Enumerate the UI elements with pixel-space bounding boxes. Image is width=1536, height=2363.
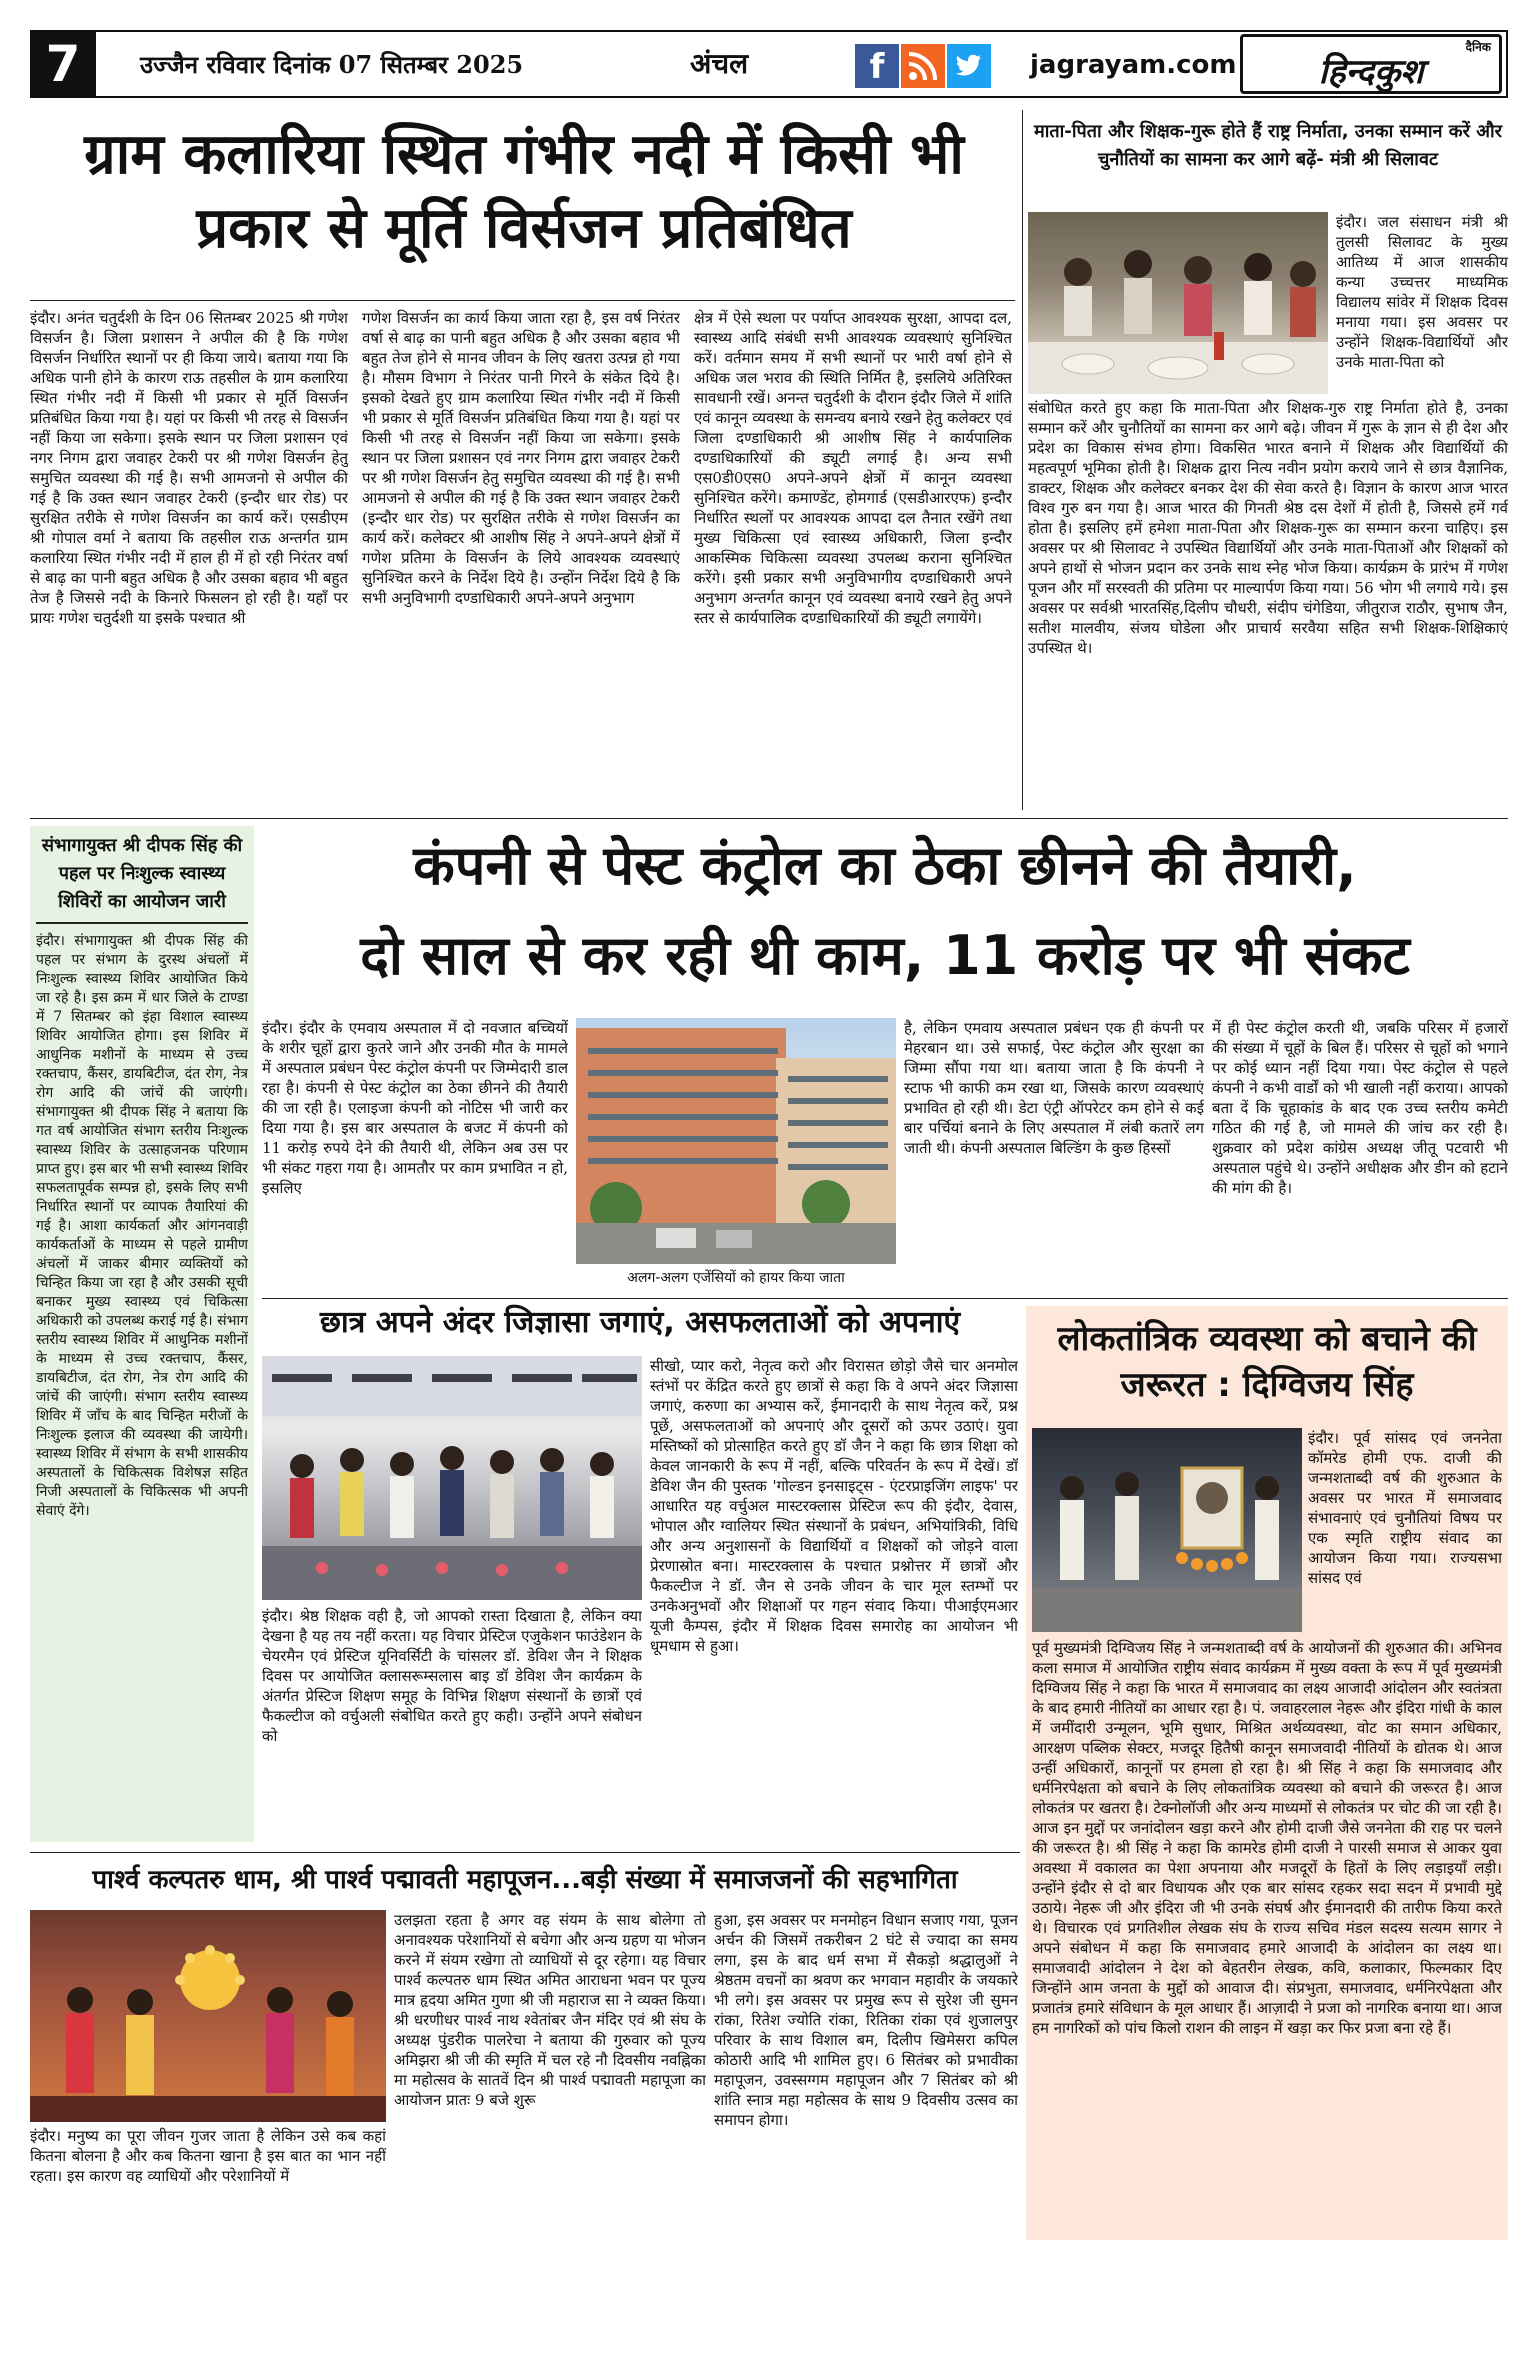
jain-headline: पार्श्व कल्पतरु धाम, श्री पार्श्व पद्मावती महापूजन...बड़ी संख्या में समाजजनों की सहभागिता bbox=[92, 1865, 958, 1895]
pest-headline-line-2: दो साल से कर रही थी काम, 11 करोड़ पर भी संकट bbox=[360, 924, 1410, 987]
hospital-photo-caption: अलग-अलग एजेंसियों को हायर किया जाता bbox=[627, 1270, 845, 1286]
dateline: उज्जैन रविवार दिनांक 07 सितम्बर 2025 bbox=[140, 50, 524, 79]
column-divider bbox=[1022, 110, 1023, 810]
page-number: 7 bbox=[30, 30, 96, 98]
murti-col-1: इंदौर। अनंत चतुर्दशी के दिन 06 सितम्बर 2025 श्री गणेश विसर्जन है। जिला प्रशासन ने अपील की है कि गणेश विसर्जन निर्धारित स्थानों पर ही किया जाये। बताया गया कि अधिक पानी होने के कारण राऊ तहसील के ग्राम कलारिया स्थित गंभीर नदी में किसी भी प्रकार से मूर्ति विसर्जन प्रतिबंधित किया गया है। यहां पर किसी भी तरह से विसर्जन नहीं किया जा सकेगा। इसके स्थान पर जिला प्रशासन एवं नगर निगम द्वारा जवाहर टेकरी पर श्री गणेश विसर्जन हेतु समुचित व्यवस्था की गई है। सभी आमजनो से अपील की गई है कि उक्त स्थान जवाहर टेकरी (इन्दौर धार रोड) पर सुरक्षित तरीके से गणेश विसर्जन का कार्य करें। एसडीएम श्री गोपाल वर्मा ने बताया कि तहसील राऊ अन्तर्गत ग्राम कलारिया स्थित गंभीर नदी में हाल ही में हो रही निरंतर वर्षा से बाढ़ का पानी बहुत अधिक है और उसका बहाव भी बहुत तेज है जिससे नदी के किनारे फिसलन हो रही है। यहाँ पर प्रायः गणेश चतुर्दशी या इसके पश्चात श्री bbox=[30, 309, 348, 627]
health-headline: संभागायुक्त श्री दीपक सिंह की पहल पर निःशुल्क स्वास्थ्य शिविरों का आयोजन जारी bbox=[41, 835, 243, 912]
jain-event-photo bbox=[30, 1910, 386, 2122]
pest-col-2: है, लेकिन एमवाय अस्पताल प्रबंधन एक ही कंपनी पर मेहरबान था। उसे सफाई, पेस्ट कंट्रोल और सुरक्षा का जिम्मा सौंपा गया था। बताया जाता है कि कंपनी ने स्टाफ भी काफी कम रखा था, जिसके कारण व्यवस्थाएं प्रभावित हो रही थी। डेटा एंट्री ऑपरेटर कम होने से कई बार पर्चियां बनाने के लिए अस्पताल में लंबी कतारें लग जाती थी। कंपनी अस्पताल बिल्डिंग के कुछ हिस्सों bbox=[904, 1019, 1204, 1157]
social-icons bbox=[855, 44, 995, 88]
students-right-text: सीखो, प्यार करो, नेतृत्व करो और विरासत छोड़ो जैसे चार अनमोल स्तंभों पर केंद्रित करते हुए छात्रों से कहा कि वे अपने अंदर जिज्ञासा जगाएं, करुणा का अभ्यास करें, ईमानदारी के साथ नेतृत्व करें, प्रश्न पूछें, असफलताओं को अपनाएं और दूसरों को ऊपर उठाएं। युवा मस्तिष्कों को प्रोत्साहित करते हुए डॉ जैन ने कहा कि छात्र शिक्षा को केवल जानकारी के रूप में नहीं, बल्कि परिवर्तन के रूप में देखें। डॉ डेविश जैन की पुस्तक 'गोल्डन इनसाइट्स - एंटरप्राइजिंग लाइफ' पर आधारित यह वर्चुअल मास्टरक्लास प्रेस्टिज रूप की इंदौर, देवास, भोपाल और ग्वालियर स्थित संस्थानों के प्रबंधन, अभियांत्रिकी, विधि और अन्य अनुशासनों के विद्यार्थियों व शिक्षकों को जोड़ने वाला प्रेरणास्रोत बना। मास्टरक्लास के पश्चात प्रश्नोत्तर में छात्रों और फैकल्टीज ने डॉ. जैन से उनके जीवन के चार मूल स्तम्भों पर उनकेअनुभवों और शिक्षाओं पर गहन संवाद किया। पीआईएमआर यूजी कैम्पस, इंदौर में शिक्षक दिवस समारोह का आयोजन भी धूमधाम से हुआ। bbox=[650, 1357, 1018, 1655]
jain-col-2: उलझता रहता है अगर वह संयम के साथ बोलेगा तो अनावश्यक परेशानियों से बचेगा और अन्य ग्रहण या भोजन करने में संयम रखेगा तो व्याधियों से दूर रहेगा। यह विचार पार्श्व कल्पतरु धाम स्थित अमित आराधना भवन पर पूज्य मात्र हृदया अमित गुणा श्री जी महाराज सा ने व्यक्त किया। श्री धरणीधर पार्श्व नाथ श्वेतांबर जैन मंदिर एवं श्री संघ के अध्यक्ष पुंडरीक पालरेचा ने बताया की गुरुवार को पूज्य अमिझरा श्री जी की स्मृति में चल रहे नौ दिवसीय नवह्निका मा महोत्सव के सातवें दिन श्री पार्श्व पद्मावती महापूजा का आयोजन प्रातः 9 बजे शुरू bbox=[394, 1911, 706, 2109]
students-event-photo bbox=[262, 1356, 642, 1600]
divider bbox=[30, 1852, 1020, 1853]
democracy-side-text: इंदौर। पूर्व सांसद एवं जननेता कॉमरेड होमी एफ. दाजी की जन्मशताब्दी वर्ष की शुरुआत के अवसर पर भारत में समाजवाद संभावनाएं एवं चुनौतियां विषय पर एक स्मृति राष्ट्रीय संवाद का आयोजन किया गया। राज्यसभा सांसद एवं bbox=[1308, 1429, 1502, 1587]
health-body: इंदौर। संभागायुक्त श्री दीपक सिंह की पहल पर संभाग के दुरस्थ अंचलों में निःशुल्क स्वास्थ्य शिविर आयोजित किये जा रहे है। इस क्रम में धार जिले के टाण्डा में 7 सितम्बर को इंहा विशाल स्वास्थ्य शिविर आयोजित होगा। इस शिविर में आधुनिक मशीनों के माध्यम से उच्च रक्तचाप, कैंसर, डायबिटीज, दंत रोग, नेत्र रोग आदि की जांचें की जाएंगी। संभागायुक्त श्री दीपक सिंह ने बताया कि गत वर्ष आयोजित संभाग स्तरीय निःशुल्क स्वास्थ्य शिविर के उत्साहजनक परिणाम प्राप्त हुए। इस बार भी सभी स्वास्थ्य शिविर सफलतापूर्वक सम्पन्न हो, इसके लिए सभी निर्धारित स्थानों पर व्यापक तैयारियां की गई है। आशा कार्यकर्ता और आंगनवाड़ी कार्यकर्ताओं के माध्यम से पहले ग्रामीण अंचलों में जाकर बीमार व्यक्तियों को चिन्हित किया जा रहा है और उसकी सूची बनाकर मुख्य स्वास्थ्य एवं चिकित्सा अधिकारी को उपलब्ध कराई गई है। संभाग स्तरीय स्वास्थ्य शिविर में आधुनिक मशीनों के माध्यम से उच्च रक्तचाप, कैंसर, डायबिटीज, दंत रोग, नेत्र रोग आदि की जांचें की जाएंगी। संभाग स्तरीय स्वास्थ्य शिविर में जाँच के बाद चिन्हित मरीजों के निःशुल्क इलाज की व्यवस्था की जायेगी। स्वास्थ्य शिविर में संभाग के सभी शासकीय अस्पतालों के चिकित्सक विशेषज्ञ सहित निजी अस्पतालों के चिकित्सक भी अपनी सेवाएं देंगे। bbox=[36, 933, 248, 1519]
paper-name: हिन्दकुश bbox=[1318, 52, 1424, 92]
teacher-side-text: इंदौर। जल संसाधन मंत्री श्री तुलसी सिलावट के मुख्य आतिथ्य में आज शासकीय कन्या उच्चत्तर माध्यमिक विद्यालय सांवेर में शिक्षक दिवस मनाया गया। इस अवसर पर उन्होंने शिक्षक-विद्यार्थियों और उनके माता-पिता को bbox=[1336, 213, 1508, 371]
murti-col-3: क्षेत्र में ऐसे स्थला पर पर्याप्त आवश्यक सुरक्षा, आपदा दल, स्वास्थ्य आदि संबंधी सभी आवश्यक व्यवस्थाएं सुनिश्चित करें। वर्तमान समय में सभी स्थानों पर भारी वर्षा होने से अधिक जल भराव की स्थिति निर्मित है, इसलिये अतिरिक्त सावधानी रखें। अनन्त चतुर्दशी के दौरान इंदौर जिले में शांति एवं कानून व्यवस्था के समन्वय बनाये रखने हेतु कलेक्टर एवं जिला दण्डाधिकारी श्री आशीष सिंह ने कार्यपालिक दण्डाधिकारियों की ड्यूटी लगाई है। अन्य सभी एस0डी0एस0 अपने-अपने क्षेत्रों में कानून व्यवस्था सुनिश्चित करेंगे। कमाण्डेंट, होमगार्ड (एसडीआरएफ) इन्दौर निर्धारित स्थलों पर आवश्यक आपदा दल तैनात रखेंगे तथा मुख्य चिकित्सा एवं स्वास्थ्य अधिकारी, जिला इन्दौर आकस्मिक चिकित्सा व्यवस्था उपलब्ध कराना सुनिश्चित करेंगे। इसी प्रकार सभी अनुविभागीय दण्डाधिकारी अपने अनुभाग अन्तर्गत कानून एवं व्यवस्था बनाये रखने हेतु अपने स्तर से कार्यपालिक दण्डाधिकारियों की ड्यूटी लगायेंगे। bbox=[694, 309, 1012, 627]
pest-col-3: में ही पेस्ट कंट्रोल करती थी, जबकि परिसर में हजारों की संख्या में चूहों के बिल हैं। परिसर से चूहों को भगाने पर कोई ध्यान नहीं दिया गया। पेस्ट कंट्रोल से पहले कंपनी ने कभी वार्डों को भी खाली नहीं कराया। आपको बता दें कि चूहाकांड के बाद एक उच्च स्तरीय कमेटी गठित की गई है, जो मामले की जांच कर रही है। शुक्रवार को प्रदेश कांग्रेस अध्यक्ष जीतू पटवारी भी अस्पताल पहुंचे थे। उन्होंने अधीक्षक और डीन को हटाने की मांग की है। bbox=[1212, 1019, 1508, 1197]
murti-headline: ग्राम कलारिया स्थित गंभीर नदी में किसी भी प्रकार से मूर्ति विर्सजन प्रतिबंधित bbox=[84, 122, 964, 261]
jain-col-1: इंदौर। मनुष्य का पूरा जीवन गुजर जाता है लेकिन उसे कब कहां कितना बोलना है और कब कितना खाना है इस बात का भान नहीं रहता। इस कारण वह व्याधियों और परेशानियों में bbox=[30, 2127, 386, 2185]
democracy-event-photo bbox=[1032, 1428, 1302, 1632]
democracy-body: पूर्व मुख्यमंत्री दिग्विजय सिंह ने जन्मशताब्दी वर्ष के आयोजनों की शुरुआत की। अभिनव कला समाज में आयोजित राष्ट्रीय संवाद कार्यक्रम में मुख्य वक्ता के रूप में पूर्व मुख्यमंत्री दिग्विजय सिंह ने कहा कि भारत में समाजवाद का लक्ष्य आजादी आंदोलन और स्वतंत्रता के बाद हमारी नीतियों का आधार रहा है। पं. जवाहरलाल नेहरू और इंदिरा गांधी के काल में जमींदारी उन्मूलन, भूमि सुधार, मिश्रित अर्थव्यवस्था, वोट का समान अधिकार, आरक्षण पब्लिक सेक्टर, मजदूर हितैषी कानून समाजवादी नीतियों के द्योतक थे। आज उन्हीं अधिकारों, कानूनों पर हमला हो रहा है। श्री सिंह ने कहा कि समाजवाद और धर्मनिरपेक्षता को बचाने के लिए लोकतांत्रिक व्यवस्था को बचाने की जरूरत है। आज लोकतंत्र पर खतरा है। टेक्नोलॉजी और अन्य माध्यमों से लोकतंत्र पर चोट की जा रही है। आज इन मुद्दों पर जनांदोलन खड़ा करने और होमी दाजी जैसे जननेता की राह पर चलने की जरूरत है। श्री सिंह ने कहा कि कामरेड होमी दाजी ने पारसी समाज से आकर युवा अवस्था में वकालत का पेशा अपनाया और मजदूरों के हितों के लिए लड़ाइयाँ लड़ी। उन्होंने इंदौर से दो बार विधायक और एक बार सांसद रहकर सदा सदन में प्रभावी मुद्दे उठाये। नेहरू जी और इंदिरा जी भी उनके संघर्ष और ईमानदारी की तारीफ किया करते थे। विचारक एवं प्रगतिशील लेखक संघ के राज्य सचिव मंडल सदस्य सत्यम सागर ने अपने संबोधन में कहा कि समाजवाद हमारे आजादी के आंदोलन का लक्ष्य था। समाजवादी आंदोलन ने देश को बेहतरीन लेखक, कवि, कलाकार, फिल्मकार दिए जिन्होंने आम जनता के मुद्दों को आवाज दी। संप्रभुता, समाजवाद, धर्मनिरपेक्षता और प्रजातंत्र हमारे संविधान के मूल आधार हैं। आज़ादी ने प्रजा को नागरिक बनाया था। आज हम नागरिकों को पांच किलो राशन की लाइन में खड़ा कर फिर प्रजा बना रहे हैं। bbox=[1032, 1639, 1502, 2037]
facebook-icon[interactable]: f bbox=[855, 44, 899, 88]
jain-col-3: हुआ, इस अवसर पर मनमोहन विधान सजाए गया, पूजन अर्चन की जिसमें तकरीबन 2 घंटे से ज्यादा का समय लगा, इस के बाद धर्म सभा में सैकड़ो श्रद्धालुओं ने श्रेष्ठतम वचनों का श्रवण कर भगवान महावीर के जयकारे भी लगे। इस अवसर पर प्रमुख रूप से सुरेश जी सुमन रांका, रितेश ज्योति रांका, रितिका रांका एवं शुजालपुर परिवार के साथ विशाल बम, दिलीप खिमेसरा कपिल कोठारी आदि भी शामिल हुए। 6 सितंबर को प्रभावीका महापूजन, उवस्सग्गम महापूजन और 7 सितंबर को श्री शांति स्नात्र महा महोत्सव के साथ 9 दिवसीय उत्सव का समापन होगा। bbox=[714, 1911, 1018, 2129]
teacher-body: संबोधित करते हुए कहा कि माता-पिता और शिक्षक-गुरु राष्ट्र निर्माता होते है, उनका सम्मान करें और चुनौतियों का सामना कर आगे बढ़े। जीवन में गुरू के ज्ञान से ही देश और प्रदेश का विकास संभव होगा। विकसित भारत बनाने में शिक्षक और विद्यार्थियों की महत्वपूर्ण भूमिका होती है। शिक्षक द्वारा नित्य नवीन प्रयोग कराये जाने से छात्र वैज्ञानिक, डाक्टर, शिक्षक और कलेक्टर बनकर देश की सेवा करते है। विज्ञान के कारण आज भारत विश्व गुरु बन गया है। आज भारत की गिनती श्रेष्ठ दस देशों में होती है, जिससे हमें गर्व होता है। इसलिए हमें हमेशा माता-पिता और शिक्षक-गुरू का सम्मान करना चाहिए। इस अवसर पर श्री सिलावट ने उपस्थित विद्यार्थियों और उनके माता-पिताओं और शिक्षकों को अपने हाथों से भोजन प्रदान कर उनके साथ स्नेह भोज किया। कार्यक्रम के प्रारंभ में गणेश पूजन और माँ सरस्वती की प्रतिमा पर माल्यार्पण किया गया। 56 भोग भी लगाये गये। इस अवसर पर सर्वश्री भारतसिंह,दिलीप चौधरी, संदीप चंगेडिया, जीतुराज राठौर, सुभाष जैन, सतीश मालवीय, संजय घोडेला और प्राचार्य सरवैया सहित सभी शिक्षक-शिक्षिकाएं उपस्थित थे। bbox=[1028, 399, 1508, 657]
murti-col-2: गणेश विसर्जन का कार्य किया जाता रहा है, इस वर्ष निरंतर वर्षा से बाढ़ का पानी बहुत अधिक है और उसका बहाव भी बहुत तेज होने से मानव जीवन के लिए खतरा उत्पन्न हो गया है। मौसम विभाग ने निरंतर पानी गिरने के संकेत दिये है। इसको देखते हुए ग्राम कलारिया स्थित गंभीर नदी में किसी भी प्रकार से मूर्ति विसर्जन प्रतिबंधित किया गया है। यहां पर किसी भी तरह से विसर्जन नहीं किया जा सकेगा। इसके स्थान पर जिला प्रशासन एवं नगर निगम द्वारा जवाहर टेकरी पर श्री गणेश विसर्जन हेतु समुचित व्यवस्था की गई है। सभी आमजनो से अपील की गई है कि उक्त स्थान जवाहर टेकरी (इन्दौर धार रोड) पर सुरक्षित तरीके से गणेश विसर्जन का कार्य करें। कलेक्टर श्री आशीष सिंह ने अपने-अपने क्षेत्रों में गणेश प्रतिमा के विसर्जन के लिये आवश्यक व्यवस्थाएं सुनिश्चित करने के निर्देश दिये है। उन्होंन निर्देश दिये है कि सभी अनुविभागी दण्डाधिकारी अपने-अपने अनुभाग bbox=[362, 309, 680, 607]
website-link[interactable]: jagrayam.com bbox=[1030, 50, 1237, 80]
pest-headline-line-1: कंपनी से पेस्ट कंट्रोल का ठेका छीनने की तैयारी, bbox=[413, 834, 1357, 897]
divider bbox=[30, 300, 1015, 301]
democracy-headline: लोकतांत्रिक व्यवस्था को बचाने की जरूरत : दिग्विजय सिंह bbox=[1057, 1319, 1477, 1405]
rss-icon[interactable] bbox=[901, 44, 945, 88]
teacher-event-photo bbox=[1028, 212, 1328, 394]
divider bbox=[36, 922, 248, 924]
students-bottom-text: इंदौर। श्रेष्ठ शिक्षक वही है, जो आपको रास्ता दिखाता है, लेकिन क्या देखना है यह तय नहीं करता। यह विचार प्रेस्टिज एजुकेशन फाउंडेशन के चेयरमैन एवं प्रेस्टिज यूनिवर्सिटी के चांसलर डॉ. डेविश जैन ने शिक्षक दिवस पर आयोजित क्लासरूम्सलास बाइ डॉ डेविश जैन कार्यक्रम के अंतर्गत प्रेस्टिज शिक्षण समूह के विभिन्न शिक्षण संस्थानों के छात्रों एवं फैकल्टीज को वर्चुअली संबोधित करते हुए कही। उन्होंने अपने संबोधन को bbox=[262, 1607, 642, 1745]
divider bbox=[30, 818, 1508, 819]
twitter-icon[interactable] bbox=[947, 44, 991, 88]
pest-col-1: इंदौर। इंदौर के एमवाय अस्पताल में दो नवजात बच्चियों के शरीर चूहों द्वारा कुतरे जाने और उनकी मौत के मामले में अस्पताल प्रबंधन पेस्ट कंट्रोल कंपनी पर जिम्मेदारी डाल रहा है। कंपनी से पेस्ट कंट्रोल का ठेका छीनने की तैयारी की जा रही है। एलाइजा कंपनी को नोटिस भी जारी कर दिया गया है। इस बार अस्पताल के बजट में कंपनी को 11 करोड़ रुपये देने की तैयारी थी, लेकिन अब उस पर भी संकट गहरा गया है। आमतौर पर काम प्रभावित न हो, इसलिए bbox=[262, 1019, 568, 1197]
students-headline: छात्र अपने अंदर जिज्ञासा जगाएं, असफलताओं को अपनाएं bbox=[319, 1305, 961, 1340]
paper-logo bbox=[1240, 34, 1502, 94]
paper-tag: दैनिक bbox=[1465, 40, 1491, 54]
divider bbox=[262, 1298, 1508, 1299]
section-name: अंचल bbox=[690, 47, 749, 80]
teacher-headline: माता-पिता और शिक्षक-गुरू होते हैं राष्ट्र निर्माता, उनका सम्मान करें और चुनौतियों का सामना कर आगे बढ़ें- मंत्री श्री सिलावट bbox=[1034, 121, 1502, 170]
hospital-photo bbox=[576, 1018, 896, 1264]
